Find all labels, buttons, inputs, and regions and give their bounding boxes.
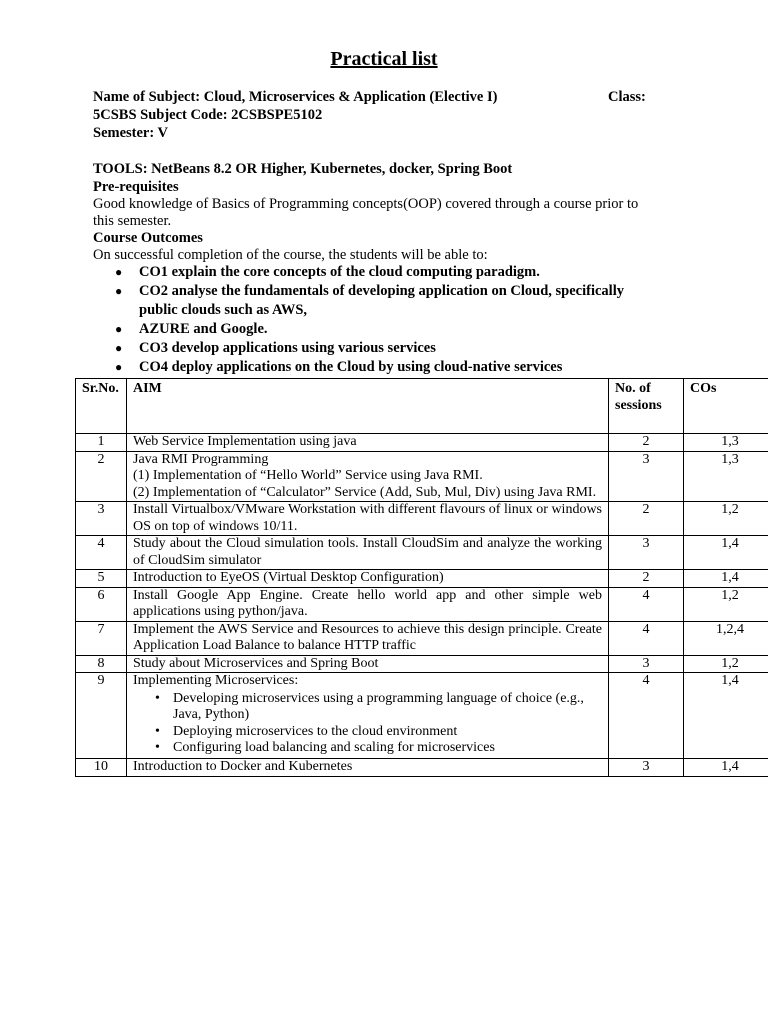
semester: Semester: V <box>93 125 169 141</box>
cell-aim: Implement the AWS Service and Resources to achieve this design principle. Create Application Load Balance to balance HTTP traffic <box>127 621 609 655</box>
cell-sessions: 2 <box>609 434 684 452</box>
cell-sr: 5 <box>76 570 127 588</box>
cell-sessions: 3 <box>609 451 684 502</box>
cell-aim: Introduction to EyeOS (Virtual Desktop Configuration) <box>127 570 609 588</box>
aim-line: (1) Implementation of “Hello World” Service using Java RMI. <box>133 468 483 483</box>
practical-table <box>75 378 768 777</box>
table-row <box>76 673 768 759</box>
cell-sr: 4 <box>76 536 127 570</box>
outcome-item: ● AZURE and Google. <box>115 321 268 337</box>
prerequisites-heading: Pre-requisites <box>93 179 179 195</box>
cell-sr: 6 <box>76 587 127 621</box>
cell-sessions: 3 <box>609 536 684 570</box>
table-row <box>76 758 768 776</box>
cell-sr: 3 <box>76 502 127 536</box>
cell-sessions: 4 <box>609 587 684 621</box>
cell-sessions: 2 <box>609 570 684 588</box>
cell-cos: 1,2 <box>684 655 768 673</box>
aim-title: Java RMI Programming <box>133 451 269 467</box>
table-row <box>76 451 768 502</box>
cell-cos: 1,4 <box>684 673 768 759</box>
class-label: Class: <box>608 89 646 105</box>
prerequisites-text-2: this semester. <box>93 213 172 229</box>
aim-line: (2) Implementation of “Calculator” Service (Add, Sub, Mul, Div) using Java RMI. <box>133 484 597 500</box>
table-row <box>76 655 768 673</box>
outcomes-intro: On successful completion of the course, the students will be able to: <box>93 247 488 263</box>
aim-bullet: • Configuring load balancing and scaling for microservices <box>173 740 602 757</box>
tools-line: TOOLS: NetBeans 8.2 OR Higher, Kubernetes, docker, Spring Boot <box>93 161 513 177</box>
aim-bullet: • Deploying microservices to the cloud environment <box>173 724 602 741</box>
outcome-item-continued: public clouds such as AWS, <box>139 302 308 318</box>
cell-aim: Study about the Cloud simulation tools. Install CloudSim and analyze the working of CloudSim simulator <box>127 536 609 570</box>
header-sessions: No. of sessions <box>609 379 684 434</box>
subject-name: Name of Subject: Cloud, Microservices & Application (Elective I) <box>93 89 498 105</box>
cell-aim <box>127 673 609 759</box>
outcome-item: ● CO3 develop applications using various services <box>115 340 436 356</box>
header-cos: COs <box>684 379 768 434</box>
cell-cos: 1,2 <box>684 587 768 621</box>
cell-cos: 1,3 <box>684 434 768 452</box>
cell-aim: Introduction to Docker and Kubernetes <box>127 758 609 776</box>
cell-aim: Web Service Implementation using java <box>127 434 609 452</box>
cell-sessions: 4 <box>609 621 684 655</box>
cell-sr: 9 <box>76 673 127 759</box>
table-row <box>76 621 768 655</box>
outcome-item: ● CO1 explain the core concepts of the cloud computing paradigm. <box>115 264 540 280</box>
cell-aim: Study about Microservices and Spring Boot <box>127 655 609 673</box>
cell-aim <box>127 451 609 502</box>
outcome-item: ● CO4 deploy applications on the Cloud by using cloud-native services <box>115 359 563 375</box>
table-row <box>76 434 768 452</box>
table-row <box>76 502 768 536</box>
cell-cos: 1,2 <box>684 502 768 536</box>
cell-cos: 1,4 <box>684 570 768 588</box>
cell-cos: 1,4 <box>684 758 768 776</box>
table-header-row <box>76 379 768 434</box>
header-aim: AIM <box>127 379 609 434</box>
prerequisites-text-1: Good knowledge of Basics of Programming concepts(OOP) covered through a course prior to <box>93 196 639 212</box>
table-row <box>76 536 768 570</box>
table-row <box>76 587 768 621</box>
cell-cos: 1,2,4 <box>684 621 768 655</box>
cell-sr: 7 <box>76 621 127 655</box>
header-sr-no: Sr.No. <box>76 379 127 434</box>
cell-sr: 8 <box>76 655 127 673</box>
aim-bullet: • Developing microservices using a programming language of choice (e.g., Java, Python) <box>173 691 602 724</box>
subject-code: 5CSBS Subject Code: 2CSBSPE5102 <box>93 107 323 123</box>
cell-aim: Install Virtualbox/VMware Workstation with different flavours of linux or windows OS on top of windows 10/11. <box>127 502 609 536</box>
cell-sessions: 4 <box>609 673 684 759</box>
cell-sr: 10 <box>76 758 127 776</box>
cell-sr: 1 <box>76 434 127 452</box>
cell-sessions: 2 <box>609 502 684 536</box>
cell-sr: 2 <box>76 451 127 502</box>
outcomes-heading: Course Outcomes <box>93 230 203 246</box>
cell-aim: Install Google App Engine. Create hello world app and other simple web applications using python/java. <box>127 587 609 621</box>
aim-bullet-list <box>133 691 602 757</box>
table-row <box>76 570 768 588</box>
outcomes-list <box>115 263 624 377</box>
cell-sessions: 3 <box>609 758 684 776</box>
outcome-item: ● CO2 analyse the fundamentals of developing application on Cloud, specifically <box>115 283 624 299</box>
aim-title: Implementing Microservices: <box>133 673 299 688</box>
cell-cos: 1,3 <box>684 451 768 502</box>
cell-sessions: 3 <box>609 655 684 673</box>
cell-cos: 1,4 <box>684 536 768 570</box>
page-title: Practical list <box>330 48 438 70</box>
